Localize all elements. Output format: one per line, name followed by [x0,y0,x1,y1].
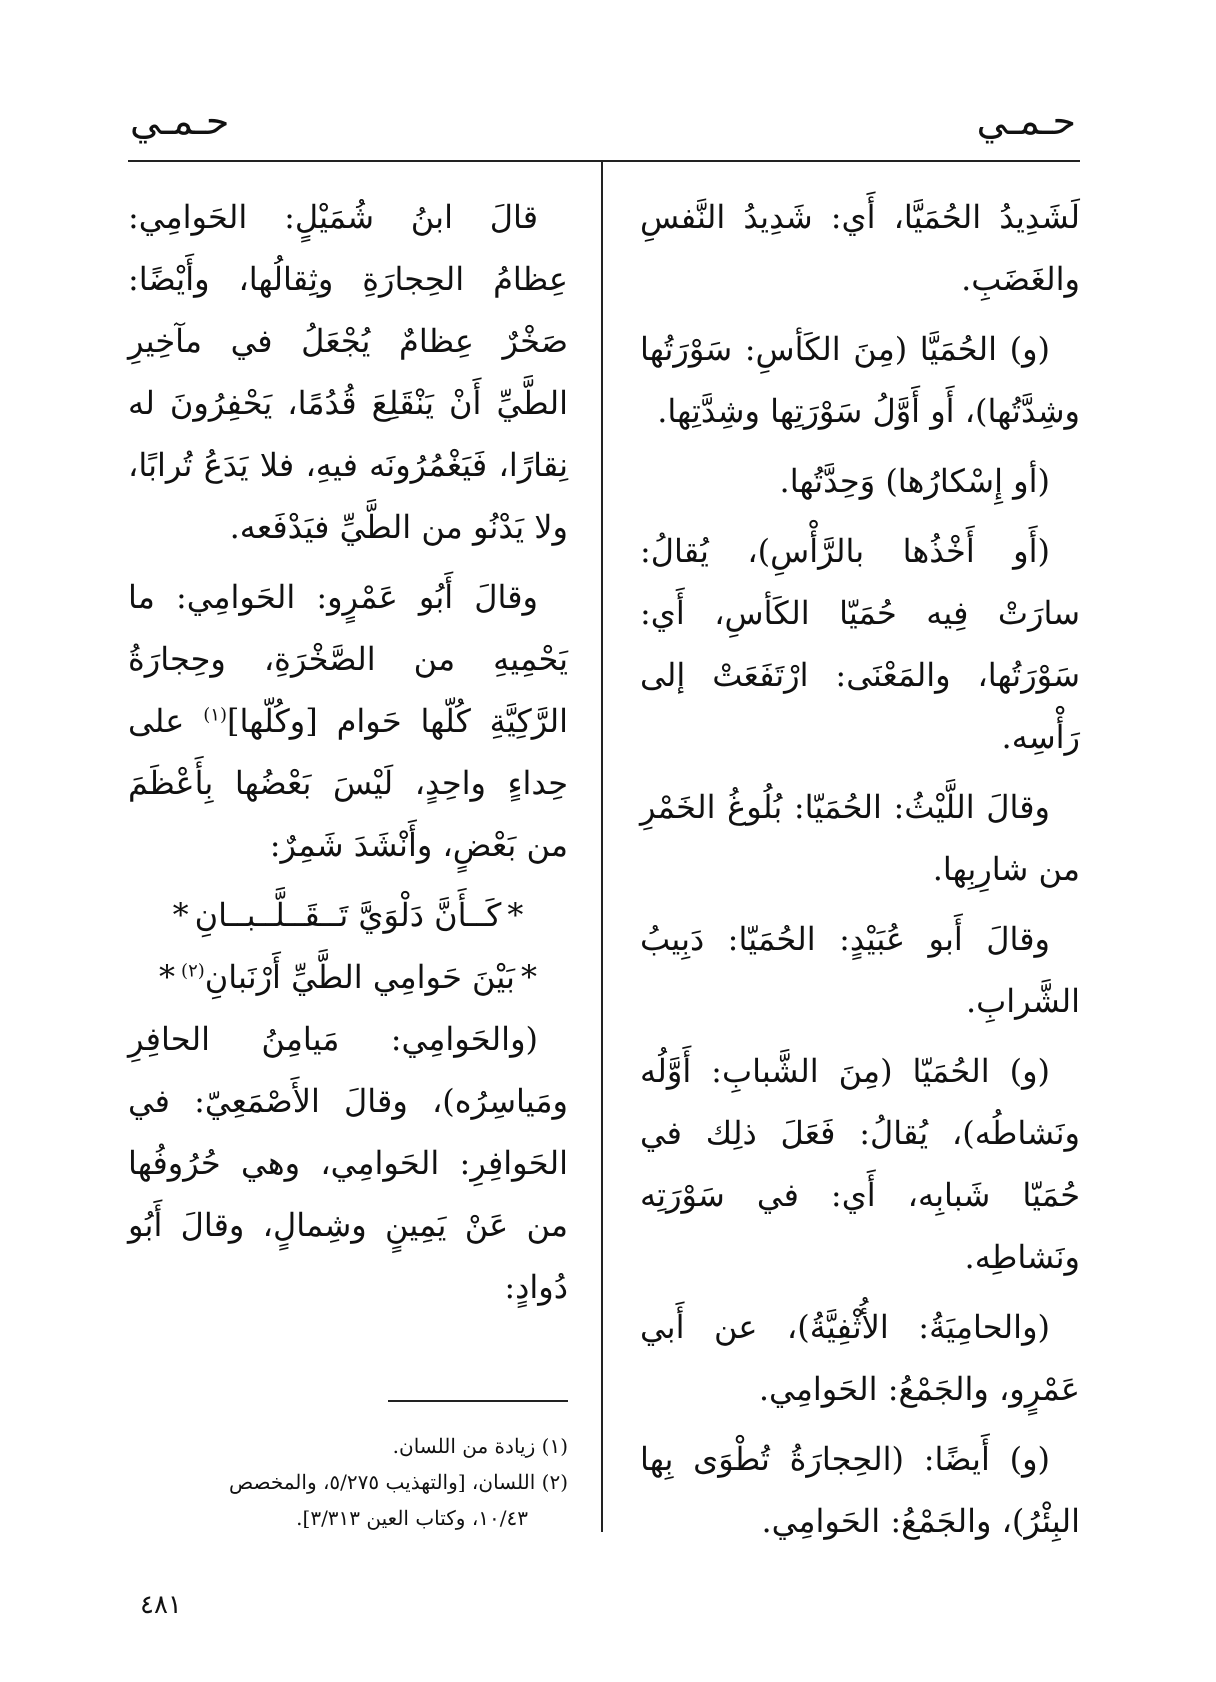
footnote: (٢) اللسان، [والتهذيب ٥/٢٧٥، والمخصص [228,1470,568,1494]
verse-line [128,946,568,1008]
right-paragraph: (و) أَيضًا: (الحِجارَةُ تُطْوَى بِها البِئْرُ)، والجَمْعُ: الحَوامِي. [640,1440,1080,1540]
verse-text: كَــأَنَّ دَلْوَيَّ تَــقَــلَّــبــانِ [194,896,502,934]
right-paragraph: وقالَ أَبو عُبَيْدٍ: الحُمَيّا: دَبِيبُ الشَّرابِ. [640,920,1080,1020]
right-paragraph: (و) الحُمَيّا (مِنَ الشَّبابِ: أَوَّلُه ونَشاطُه)، يُقالُ: فَعَلَ ذلِك في حُمَيّا شَبابِه، أَي: في سَوْرَتِه ونَشاطِه. [640,1052,1080,1276]
footnote-continuation: ١٠/٤٣، وكتاب العين ٣/٣١٣]. [296,1506,528,1530]
footnote-rule [388,1400,568,1402]
page-number: ٤٨١ [140,1590,182,1620]
left-paragraph: قالَ ابنُ شُمَيْلٍ: الحَوامِي: عِظامُ الحِجارَةِ وثِقالُها، وأَيْضًا: صَخْرٌ عِظامٌ يُجْعَلُ في مآخِيرِ الطَّيِّ أَنْ يَنْقَلِعَ قُدُمًا، يَحْفِرُونَ له نِقارًا، فَيَغْمُرُونَه فيهِ، فلا يَدَعُ تُرابًا، ولا يَدْنُو من الطَّيِّ فيَدْفَعه. [128,198,568,546]
verse-text: بَيْنَ حَوامِي الطَّيِّ أَرْنَبانِ [204,958,515,996]
left-column [128,186,568,1326]
left-paragraph-text: على حِداءٍ واحِدٍ، لَيْسَ بَعْضُها بِأَعْظَمَ من بَعْضٍ، وأَنْشَدَ شَمِرٌ: [128,702,568,864]
verse-star: * [159,958,176,996]
column-divider [601,162,603,1532]
running-header-right: حـمـي [976,99,1076,143]
footnote-ref: (١) [203,704,227,726]
left-paragraph [128,566,568,876]
header-rule [128,160,1080,162]
right-paragraph: وقالَ اللَّيْثُ: الحُمَيّا: بُلُوغُ الخَمْرِ من شارِبِها. [640,788,1080,888]
footnotes [128,1428,568,1536]
right-paragraph: (أو إِسْكارُها) وَحِدَّتُها. [779,462,1050,500]
verse-star: * [520,958,537,996]
left-paragraph-text: وقالَ أَبُو عَمْرٍو: الحَوامِي: ما يَحْمِيهِ من الصَّخْرَةِ، وحِجارَةُ الرَّكِيَّةِ كُلّها حَوام [وكُلّها] [128,578,569,740]
verse-star: * [172,896,189,934]
right-paragraph: لَشَدِيدُ الحُمَيَّا، أَي: شَدِيدُ النَّفسِ والغَضَبِ. [640,198,1080,298]
right-paragraph: (والحامِيَةُ: الأُثْفِيَّةُ)، عن أَبي عَمْرٍو، والجَمْعُ: الحَوامِي. [640,1308,1080,1408]
footnote: (١) زيادة من اللسان. [392,1434,568,1458]
left-paragraph: (والحَوامِي: مَيامِنُ الحافِرِ ومَياسِرُه)، وقالَ الأَصْمَعِيّ: في الحَوافِرِ: الحَوامِي، وهي حُرُوفُها من عَنْ يَمِينٍ وشِمالٍ، وقالَ أَبُو دُوادٍ: [128,1020,568,1306]
right-column [640,186,1080,1560]
right-paragraph: (و) الحُمَيَّا (مِنَ الكَأسِ: سَوْرَتُها وشِدَّتُها)، أَو أَوَّلُ سَوْرَتِها وشِدَّتِها. [640,330,1080,430]
footnote-ref: (٢) [181,960,205,982]
verse-line [128,884,568,946]
running-header-left: حـمـي [130,99,230,143]
right-paragraph: (أَو أَخْذُها بالرَّأْسِ)، يُقالُ: سارَتْ فِيه حُمَيّا الكَأسِ، أَي: سَوْرَتُها، والمَعْنَى: ارْتَفَعَتْ إلى رَأْسِه. [640,532,1080,756]
verse-star: * [507,896,524,934]
